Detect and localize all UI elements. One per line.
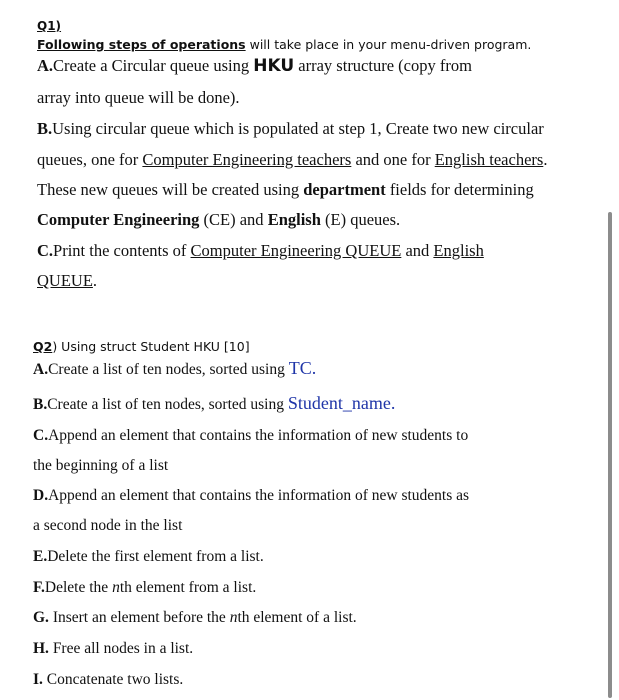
english-teachers-link: English teachers — [434, 150, 544, 169]
q2-item-c-cont: the beginning of a list — [33, 457, 169, 474]
q1-intro: Following steps of operations will take place in your menu-driven program. — [37, 37, 532, 52]
q2-item-d: D.Append an element that contains the information of new students as — [33, 487, 470, 504]
q2-item-a: A.Create a list of ten nodes, sorted using TC. — [33, 358, 317, 378]
vertical-scrollbar[interactable] — [608, 212, 612, 698]
q2-item-c: C.Append an element that contains the information of new students to — [33, 427, 469, 444]
ce-teachers-link: Computer Engineering teachers — [142, 150, 352, 169]
q1-item-a-cont: array into queue will be done). — [37, 88, 240, 107]
q2-item-d-cont: a second node in the list — [33, 517, 183, 534]
q2-item-b: B.Create a list of ten nodes, sorted using Student_name. — [33, 393, 396, 413]
q1-item-b-line2: queues, one for Computer Engineering teachers and one for English teachers. — [37, 150, 548, 169]
q2-heading: Q2) Using struct Student HKU [10] — [33, 339, 250, 354]
q2-item-f: F.Delete the nth element from a list. — [33, 579, 257, 596]
student-name-field: Student_name. — [287, 393, 396, 413]
queue-link: QUEUE — [37, 271, 93, 290]
q2-item-h: H. Free all nodes in a list. — [33, 640, 194, 657]
ce-queue-link: Computer Engineering QUEUE — [190, 241, 402, 260]
q1-item-c: C.Print the contents of Computer Engineering QUEUE and English — [37, 241, 484, 260]
q1-item-b-line3: These new queues will be created using department fields for determining — [37, 180, 534, 199]
q2-item-e: E.Delete the first element from a list. — [33, 548, 264, 565]
q1-item-b-line4: Computer Engineering (CE) and English (E) queues. — [37, 210, 401, 229]
q1-item-c-line2: QUEUE. — [37, 271, 98, 290]
english-link: English — [433, 241, 484, 260]
q1-item-a: A.Create a Circular queue using HKU array structure (copy from — [37, 56, 472, 76]
q1-heading: Q1) — [37, 19, 62, 33]
q1-item-b: B.Using circular queue which is populated at step 1, Create two new circular — [37, 119, 544, 138]
hku-keyword: HKU — [253, 56, 295, 76]
q2-item-g: G. Insert an element before the nth element of a list. — [33, 609, 357, 626]
tc-field: TC. — [288, 358, 317, 378]
q2-item-i: I. Concatenate two lists. — [33, 671, 184, 688]
q1-intro-link: Following steps of operations — [37, 37, 246, 52]
